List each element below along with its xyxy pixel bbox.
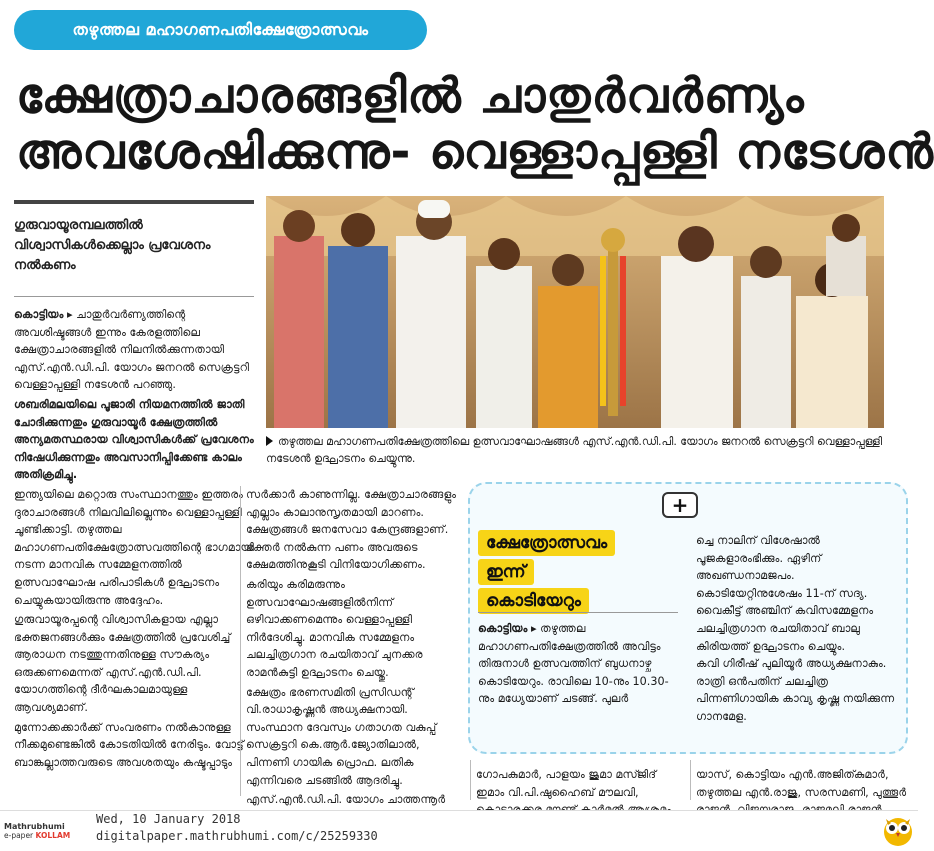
article-paragraph: ഇന്ത്യയിലെ മറ്റൊരു സംസ്ഥാനത്തും ഇത്തരം ദുരാചാരങ്ങൾ നിലവിലില്ലെന്നും വെള്ളാപ്പള്ളി ചൂണ്ടിക്കാട്ടി. തഴുത്തല മഹാഗണപതിക്ഷേത്രോത്സവത്തിന്റെ ഭാഗമായി നടന്ന മാനവിക സമ്മേളനത്തിൽ ഉത്സവാഘോഷ പരിപാടികൾ ഉദ്ഘാടനം ചെയ്യുകയായിരുന്നു അദ്ദേഹം. [14,487,254,607]
box-column-2 [696,532,898,748]
box-title [478,530,623,617]
article-paragraph: എസ്.എൻ.ഡി.പി. യോഗം ചാത്തന്നൂർ [246,793,446,807]
headline-line-1: ക്ഷേത്രാചാരങ്ങളിൽ ചാതുർവർണ്യം [16,68,805,124]
box-divider [478,612,678,613]
logo-epaper: e-paper [4,831,34,840]
box-paragraph: ച്ചെ നാലിന് വിശേഷാൽ പൂജകളാരംഭിക്കും. ഏഴിന് അഖണ്ഡനാമജപം. കൊടിയേറ്റിനുശേഷം 11-ന് സദ്യ. വൈകീട്ട് അഞ്ചിന് കവിസമ്മേളനം ചലച്ചിത്രഗാന രചയിതാവ് ബാലു കിരിയത്ത് ഉദ്ഘാടനം ചെയ്യും. [696,534,874,653]
edition-date: Wed, 10 January 2018 [96,812,241,826]
box-column-1 [478,620,678,748]
caption-arrow-icon [266,436,273,446]
column-divider [690,760,691,800]
article-column-1 [14,306,254,794]
box-paragraph: കവി ഗിരീഷ് പുലിയൂർ അധ്യക്ഷനാകും. രാത്രി ഒൻപതിന് ചലച്ചിത്ര പിന്നണിഗായിക കാവ്യ കൃഷ്ണ നയിക്കുന്ന ഗാനമേള. [696,657,895,723]
subheadline: ഗുരുവായൂരമ്പലത്തിൽ വിശ്വാസികൾക്കെല്ലാം പ്രവേശനം നൽകണം [14,200,254,276]
article-paragraph: മുന്നോക്കക്കാർക്ക് സംവരണം നൽകാനുള്ള നീക്കമുണ്ടെങ്കിൽ കോടതിയിൽ നേരിടും. വോട്ട് ബാങ്കല്ലാത്തവരുടെ അവശതയും കഷ്ടപ്പാടും [14,720,244,769]
plus-icon: + [662,492,698,518]
logo-edition: KOLLAM [35,831,71,840]
box-title-line: ക്ഷേത്രോത്സവം [478,530,615,556]
headline-line-2: അവശേഷിക്കുന്നു- വെള്ളാപ്പള്ളി നടേശൻ [16,124,934,180]
caption-text: തഴുത്തല മഹാഗണപതിക്ഷേത്രത്തിലെ ഉത്സവാഘോഷങ്ങൾ എസ്.എൻ.ഡി.പി. യോഗം ജനറൽ സെക്രട്ടറി വെള്ളാപ്പള്ളി നടേശൻ ഉദ്ഘാടനം ചെയ്യുന്നു. [266,435,883,465]
subhead-divider [14,296,254,297]
column-divider [240,486,241,796]
section-kicker: തഴുത്തല മഹാഗണപതിക്ഷേത്രോത്സവം [14,10,427,50]
box-dateline: കൊട്ടിയം [478,622,528,635]
article-paragraph: ഗുരുവായൂരപ്പന്റെ വിശ്വാസികളായ എല്ലാ ഭക്തജനങ്ങൾക്കും ക്ഷേത്രത്തിൽ പ്രവേശിച്ച് ആരാധന നടത്തുന്നതിനുള്ള സൗകര്യം ഒരുക്കണമെന്നത് എസ്.എൻ.ഡി.പി. യോഗത്തിന്റെ ദീർഘകാലമായുള്ള ആവശ്യമാണ്. [14,613,231,715]
mathrubhumi-logo[interactable] [4,822,86,844]
event-photo [266,196,884,428]
photo-illustration [266,196,884,428]
article-column-2 [246,486,464,807]
page-url[interactable]: digitalpaper.mathrubhumi.com/c/25259330 [96,829,378,843]
column-divider [470,760,471,800]
box-title-line: കൊടിയേറും [478,588,589,614]
article-paragraph-bold: ശബരിമലയിലെ പൂജാരി നിയമനത്തിൽ ജാതി ചോദിക്കുന്നതും ഗുരുവായൂർ ക്ഷേത്രത്തിൽ അന്യമതസ്ഥരായ വിശ്വാസികൾക്ക് പ്രവേശനം നിഷേധിക്കുന്നതും അവസാനിപ്പിക്കേണ്ട കാലം അതിക്രമിച്ചു. [14,397,254,482]
logo-line-1: Mathrubhumi [4,822,65,831]
article-paragraph [14,306,254,394]
article-paragraph: സർക്കാർ കാണുന്നില്ല. ക്ഷേത്രാചാരങ്ങളും എല്ലാം കാലാനുസൃതമായി മാറണം. ക്ഷേത്രങ്ങൾ ജനസേവാ കേന്ദ്രങ്ങളാണ്. ഭക്തർ നൽകുന്ന പണം അവരുടെ ക്ഷേമത്തിനുകൂടി വിനിയോഗിക്കണം. [246,488,457,572]
article-paragraph: ക്ഷേത്രം ഭരണസമിതി പ്രസിഡന്റ് വി.രാധാകൃഷ്ണൻ അധ്യക്ഷനായി. സംസ്ഥാന ദേവസ്വം ഗതാഗത വകുപ്പ് സെക്രട്ടറി കെ.ആർ.ജ്യോതിലാൽ, പിന്നണി ഗായിക പ്രൊഫ. ലതിക എന്നിവരെ ചടങ്ങിൽ ആദരിച്ചു. [246,685,437,787]
article-column-3: ഗോപകുമാർ, പാളയം ജുമാ മസ്ജിദ് ഇമാം വി.പി.ഷുഹൈബ് മൗലവി, [476,768,657,799]
logo-line-2 [4,831,86,840]
paragraph-text: ചാതുർവർണ്യത്തിന്റെ അവശിഷ്ടങ്ങൾ ഇന്നും കേരളത്തിലെ ക്ഷേത്രാചാരങ്ങളിൽ നിലനിൽക്കുന്നതായി എസ്.എൻ.ഡി.പി. യോഗം ജനറൽ സെക്രട്ടറി വെള്ളാപ്പള്ളി നടേശൻ പറഞ്ഞു. [14,308,249,392]
dateline: കൊട്ടിയം [14,308,64,321]
box-text: തഴുത്തല മഹാഗണപതിക്ഷേത്രത്തിൽ അവിട്ടം തിരുനാൾ ഉത്സവത്തിന് ബുധനാഴ്ച കൊടിയേറും. രാവിലെ 10-നും 10.30-നും മധ്യേയാണ് ചടങ്ങ്. പുലർ [478,622,669,706]
owl-mascot-icon[interactable] [882,813,914,847]
photo-caption [266,433,884,467]
dateline-arrow-icon: ▸ [531,622,541,635]
article-paragraph: കരിയും കരിമരുന്നും ഉത്സവാഘോഷങ്ങളിൽനിന്ന് ഒഴിവാക്കണമെന്നും വെള്ളാപ്പള്ളി നിർദേശിച്ചു. മാനവിക സമ്മേളനം ചലച്ചിത്രഗാന രചയിതാവ് ചുനക്കര രാമൻകുട്ടി ഉദ്ഘാടനം ചെയ്തു. [246,577,423,679]
box-title-line: ഇന്ന് [478,559,534,585]
dateline-arrow-icon: ▸ [67,308,77,321]
article-column-4: യാസ്, കൊട്ടിയം എൻ.അജിത്കുമാർ, തഴുത്തല എൻ.രാജു, സരസമണി, പുത്തൂർ [696,768,907,799]
